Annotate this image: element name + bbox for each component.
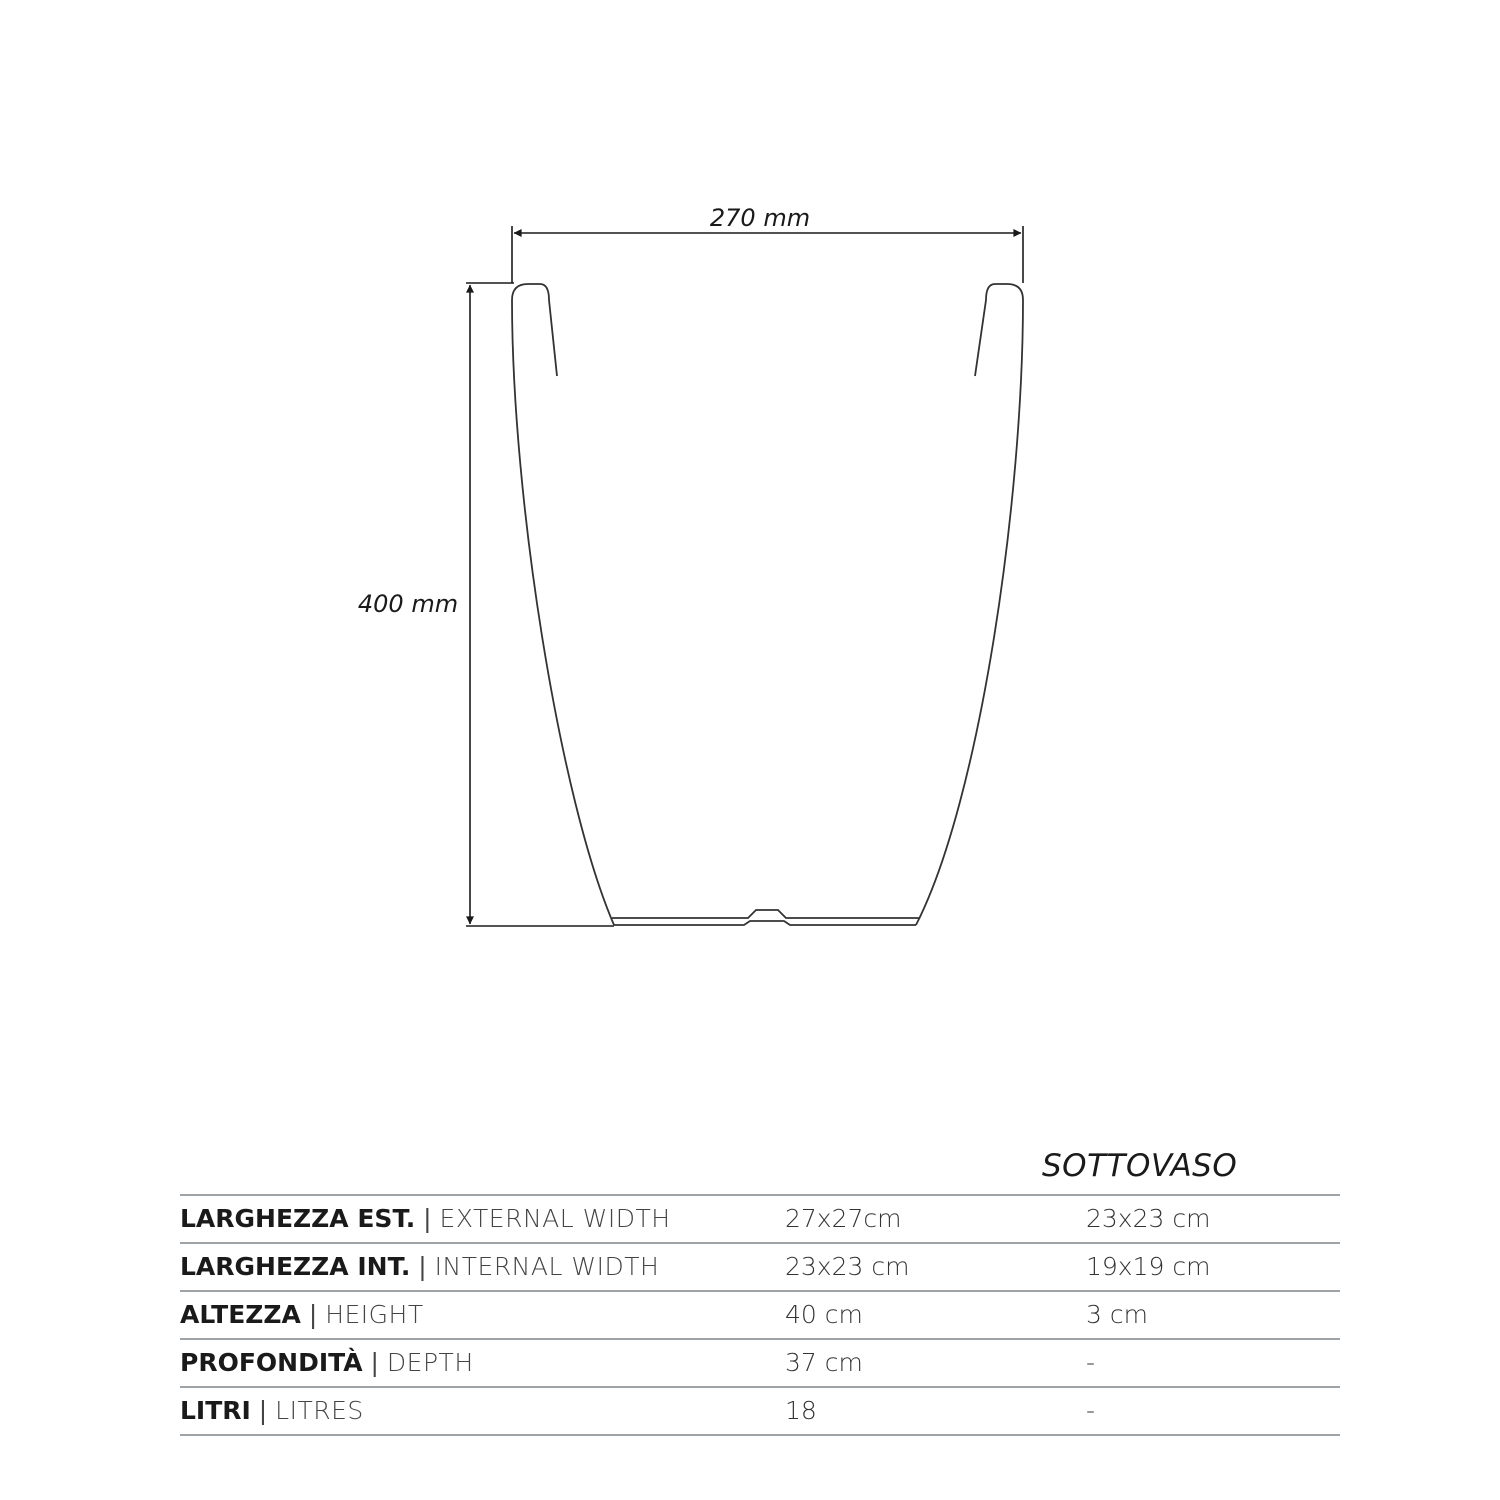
spec-label-it: LITRI [180, 1396, 251, 1425]
spec-label-en: EXTERNAL WIDTH [439, 1204, 671, 1233]
spec-label-en: DEPTH [386, 1348, 474, 1377]
spec-value-vaso: 40 cm [785, 1300, 863, 1329]
spec-value-vaso: 37 cm [785, 1348, 863, 1377]
pot-left-wall [512, 284, 614, 925]
height-dimension [358, 283, 614, 926]
pot-right-wall [916, 284, 1023, 925]
pot-outline [512, 284, 1023, 925]
spec-label-en: INTERNAL WIDTH [434, 1252, 660, 1281]
label-separator: | [415, 1204, 440, 1233]
spec-value-sottovaso: 23x23 cm [1086, 1204, 1211, 1233]
spec-value-sottovaso: 19x19 cm [1086, 1252, 1211, 1281]
spec-label-en: HEIGHT [325, 1300, 424, 1329]
spec-label [180, 1196, 671, 1242]
spec-label-it: LARGHEZZA INT. [180, 1252, 411, 1281]
spec-label [180, 1244, 659, 1290]
spec-label-en: LITRES [275, 1396, 364, 1425]
spec-label-it: PROFONDITÀ [180, 1348, 363, 1377]
label-separator: | [362, 1348, 387, 1377]
label-separator: | [300, 1300, 326, 1329]
spec-label [180, 1388, 364, 1434]
spec-value-vaso: 27x27cm [785, 1204, 902, 1233]
spec-value-sottovaso: 3 cm [1086, 1300, 1148, 1329]
width-dimension [512, 204, 1023, 283]
spec-row-height [180, 1290, 1340, 1338]
height-label: 400 mm [357, 590, 459, 618]
spec-row-internal-width [180, 1242, 1340, 1290]
pot-base-outer [614, 921, 916, 925]
spec-value-vaso: 23x23 cm [785, 1252, 910, 1281]
label-separator: | [250, 1396, 276, 1425]
spec-value-sottovaso: - [1086, 1396, 1096, 1425]
sottovaso-column-header: SOTTOVASO [1042, 1148, 1238, 1184]
spec-row-litres [180, 1386, 1340, 1436]
width-label: 270 mm [709, 204, 811, 232]
label-separator: | [410, 1252, 435, 1281]
spec-label-it: LARGHEZZA EST. [180, 1204, 416, 1233]
spec-label [180, 1340, 474, 1386]
spec-value-sottovaso: - [1086, 1348, 1096, 1377]
spec-row-external-width [180, 1194, 1340, 1242]
spec-label [180, 1292, 424, 1338]
pot-base [612, 910, 920, 918]
spec-row-depth [180, 1338, 1340, 1386]
spec-value-vaso: 18 [785, 1396, 817, 1425]
spec-table [180, 1140, 1340, 1436]
spec-table-header [180, 1140, 1340, 1194]
spec-label-it: ALTEZZA [180, 1300, 301, 1329]
